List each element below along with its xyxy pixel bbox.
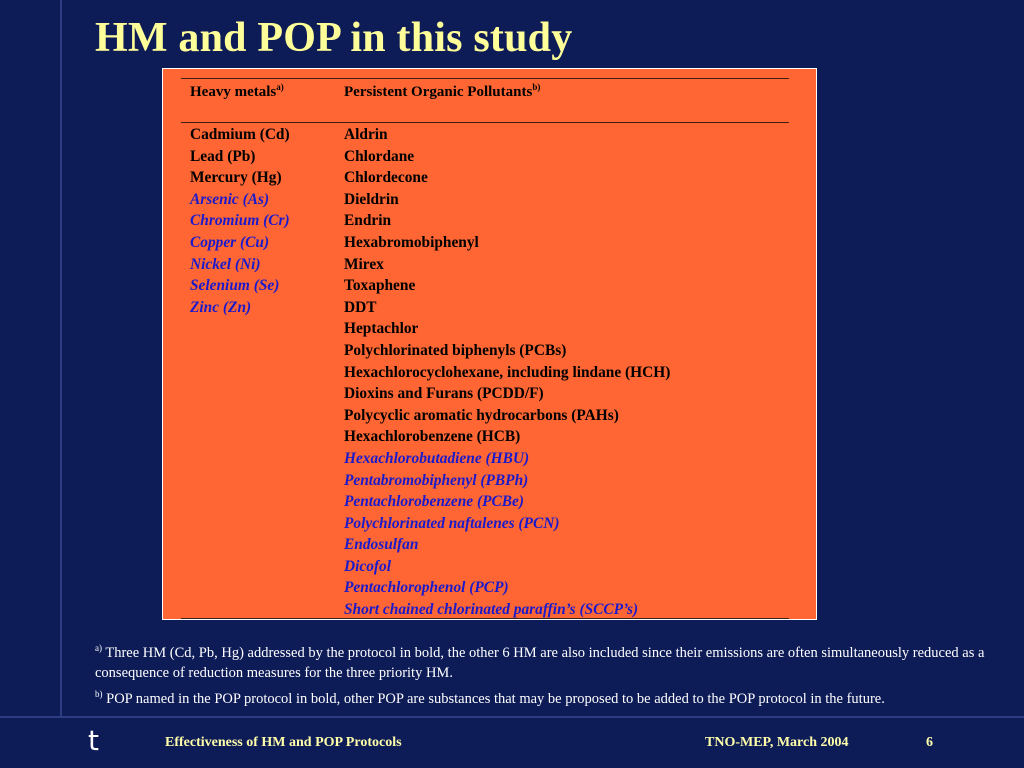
heavy-metal-item: Mercury (Hg) [190,169,282,187]
pop-header [344,82,540,101]
pop-item: Pentachlorobenzene (PCBe) [344,493,524,511]
pop-item: Polycyclic aromatic hydrocarbons (PAHs) [344,406,619,424]
heavy-metal-item: Arsenic (As) [190,190,270,208]
table-bottom-rule [181,618,789,619]
pop-item: DDT [344,298,377,316]
pop-item: Aldrin [344,126,388,143]
pop-item: Pentabromobiphenyl (PBPh) [344,471,529,489]
heavy-metal-item: Nickel (Ni) [190,255,261,273]
pop-item: Chlordecone [344,169,428,187]
heavy-metal-item: Cadmium (Cd) [190,126,290,143]
footnote-a-marker: a) [95,643,102,653]
pop-item: Hexachlorobenzene (HCB) [344,428,521,446]
table-header-rule [181,122,789,123]
heavy-metal-item: Selenium (Se) [190,277,280,295]
pop-item: Endrin [344,212,392,230]
pop-item: Chlordane [344,147,415,165]
table-top-rule [181,78,789,79]
footnote-a-text: Three HM (Cd, Pb, Hg) addressed by the protocol in bold, the other 6 HM are also included since their emissions are often simultaneously reduced as a consequence of reduction measures for the three priority HM. [95,644,985,682]
heavy-metal-item: Lead (Pb) [190,147,256,165]
footer-presentation-title: Effectiveness of HM and POP Protocols [165,735,402,750]
heavy-metals-list [190,124,290,318]
tno-logo: t [88,724,99,757]
pop-item: Polychlorinated naftalenes (PCN) [344,514,560,532]
pop-item: Hexabromobiphenyl [344,233,479,251]
heavy-metal-item: Chromium (Cr) [190,212,290,230]
pop-header-note: b) [532,82,541,92]
footnote-b-text: POP named in the POP protocol in bold, other POP are substances that may be proposed to be added to the POP protocol in the future. [106,690,885,707]
heavy-metal-item: Copper (Cu) [190,233,270,251]
pop-item: Dieldrin [344,190,399,208]
footer-org-date: TNO-MEP, March 2004 [705,735,849,750]
heavy-metals-header-text: Heavy metals [190,84,277,100]
pop-item: Hexachlorobutadiene (HBU) [344,449,530,467]
footnote-b [95,684,995,709]
pop-item: Pentachlorophenol (PCP) [344,579,509,597]
pop-item: Short chained chlorinated paraffin’s (SCCP’s) [344,601,639,619]
pop-item: Dioxins and Furans (PCDD/F) [344,385,544,403]
footnote-b-marker: b) [95,688,103,699]
pop-item: Toxaphene [344,277,416,295]
footer-divider [0,716,1024,718]
pop-item: Polychlorinated biphenyls (PCBs) [344,341,567,359]
footer-page-number: 6 [926,735,933,750]
pop-item: Endosulfan [344,536,419,554]
footnotes [95,638,995,709]
heavy-metals-header-note: a) [276,82,284,92]
pollutant-table [162,68,817,620]
pop-header-text: Persistent Organic Pollutants [344,84,533,100]
heavy-metal-item: Zinc (Zn) [190,298,252,316]
footnote-a [95,638,995,684]
pop-item: Heptachlor [344,320,419,338]
pop-item: Hexachlorocyclohexane, including lindane (HCH) [344,363,671,381]
heavy-metals-header [190,82,284,101]
slide-title: HM and POP in this study [95,15,573,61]
pop-item: Dicofol [344,557,392,575]
left-divider [60,0,62,716]
pop-item: Mirex [344,255,384,273]
pop-list [344,124,670,621]
